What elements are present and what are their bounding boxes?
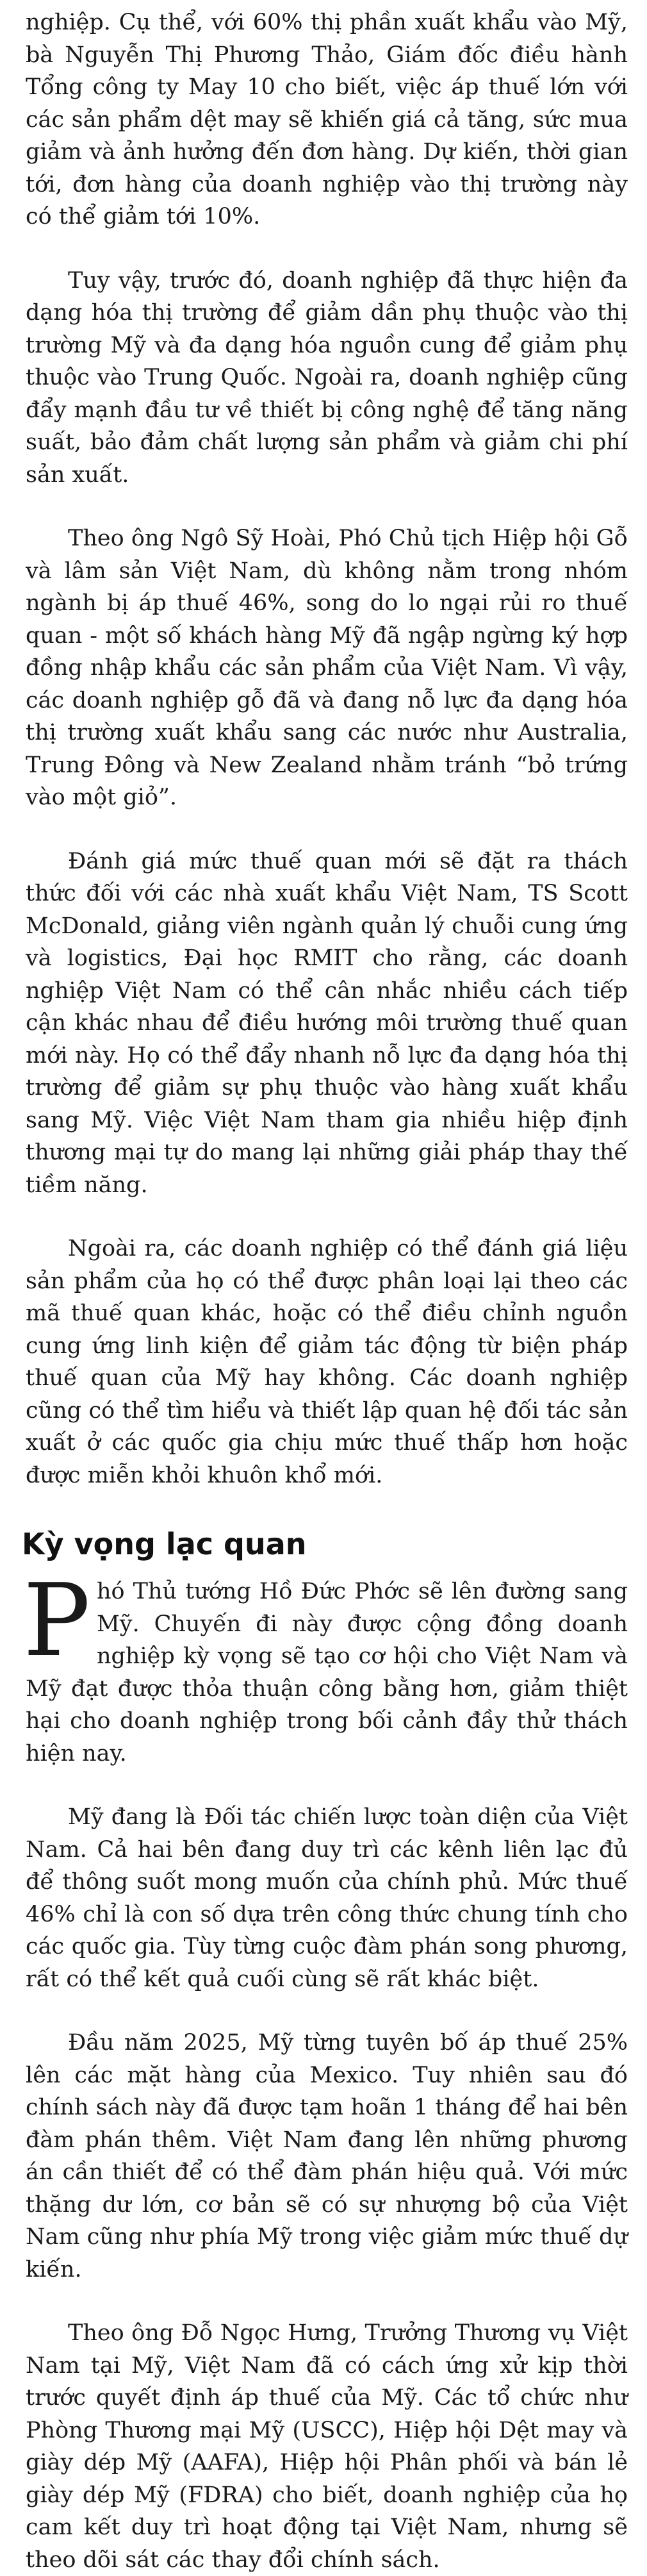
- paragraph-8: Đầu năm 2025, Mỹ từng tuyên bố áp thuế 25% lên các mặt hàng của Mexico. Tuy nhiên sau đó chính sách này đã được tạm hoãn 1 tháng để hai bên đàm phán thêm. Việt Nam đang lên những phương án cần thiết để có thể đàm phán hiệu quả. Với mức thặng dư lớn, cơ bản sẽ có sự nhượng bộ của Việt Nam cũng như phía Mỹ trong việc giảm mức thuế dự kiến.: [26, 2030, 628, 2282]
- paragraph-6: [23, 1562, 628, 1770]
- section-heading: Kỳ vọng lạc quan: [22, 1527, 307, 1561]
- paragraph-9: Theo ông Đỗ Ngọc Hưng, Trưởng Thương vụ Việt Nam tại Mỹ, Việt Nam đã có cách ứng xử kịp thời trước quyết định áp thuế của Mỹ. Các tổ chức như Phòng Thương mại Mỹ (USCC), Hiệp hội Dệt may và giày dép Mỹ (AAFA), Hiệp hội Phân phối và bán lẻ giày dép Mỹ (FDRA) cho biết, doanh nghiệp của họ cam kết duy trì hoạt động tại Việt Nam, nhưng sẽ theo dõi sát các thay đổi chính sách.: [26, 2320, 628, 2573]
- paragraph-5: Ngoài ra, các doanh nghiệp có thể đánh giá liệu sản phẩm của họ có thể được phân loại lại theo các mã thuế quan khác, hoặc có thể điều chỉnh nguồn cung ứng linh kiện để giảm tác động từ biện pháp thuế quan của Mỹ hay không. Các doanh nghiệp cũng có thể tìm hiểu và thiết lập quan hệ đối tác sản xuất ở các quốc gia chịu mức thuế thấp hơn hoặc được miễn khỏi khuôn khổ mới.: [26, 1236, 628, 1488]
- drop-cap: P: [23, 1562, 90, 1679]
- paragraph-7: Mỹ đang là Đối tác chiến lược toàn diện của Việt Nam. Cả hai bên đang duy trì các kênh liên lạc đủ để thông suốt mong muốn của chính phủ. Mức thuế 46% chỉ là con số dựa trên công thức chung tính cho các quốc gia. Tùy từng cuộc đàm phán song phương, rất có thể kết quả cuối cùng sẽ rất khác biệt.: [26, 1804, 628, 1992]
- paragraph-1: nghiệp. Cụ thể, với 60% thị phần xuất khẩu vào Mỹ, bà Nguyễn Thị Phương Thảo, Giám đốc điều hành Tổng công ty May 10 cho biết, việc áp thuế lớn với các sản phẩm dệt may sẽ khiến giá cả tăng, sức mua giảm và ảnh hưởng đến đơn hàng. Dự kiến, thời gian tới, đơn hàng của doanh nghiệp vào thị trường này có thể giảm tới 10%.: [26, 10, 628, 229]
- paragraph-3: Theo ông Ngô Sỹ Hoài, Phó Chủ tịch Hiệp hội Gỗ và lâm sản Việt Nam, dù không nằm trong nhóm ngành bị áp thuế 46%, song do lo ngại rủi ro thuế quan - một số khách hàng Mỹ đã ngập ngừng ký hợp đồng nhập khẩu các sản phẩm của Việt Nam. Vì vậy, các doanh nghiệp gỗ đã và đang nỗ lực đa dạng hóa thị trường xuất khẩu sang các nước như Australia, Trung Đông và New Zealand nhằm tránh “bỏ trứng vào một giỏ”.: [26, 526, 628, 810]
- paragraph-4: Đánh giá mức thuế quan mới sẽ đặt ra thách thức đối với các nhà xuất khẩu Việt Nam, TS Scott McDonald, giảng viên ngành quản lý chuỗi cung ứng và logistics, Đại học RMIT cho rằng, các doanh nghiệp Việt Nam có thể cân nhắc nhiều cách tiếp cận khác nhau để điều hướng môi trường thuế quan mới này. Họ có thể đẩy nhanh nỗ lực đa dạng hóa thị trường để giảm sự phụ thuộc vào hàng xuất khẩu sang Mỹ. Việc Việt Nam tham gia nhiều hiệp định thương mại tự do mang lại những giải pháp thay thế tiềm năng.: [26, 848, 628, 1198]
- paragraph-2: Tuy vậy, trước đó, doanh nghiệp đã thực hiện đa dạng hóa thị trường để giảm dần phụ thuộc vào thị trường Mỹ và đa dạng hóa nguồn cung để giảm phụ thuộc vào Trung Quốc. Ngoài ra, doanh nghiệp cũng đẩy mạnh đầu tư về thiết bị công nghệ để tăng năng suất, bảo đảm chất lượng sản phẩm và giảm chi phí sản xuất.: [26, 267, 628, 488]
- paragraph-6-text: hó Thủ tướng Hồ Đức Phớc sẽ lên đường sang Mỹ. Chuyến đi này được cộng đồng doanh nghiệp kỳ vọng sẽ tạo cơ hội cho Việt Nam và Mỹ đạt được thỏa thuận công bằng hơn, giảm thiệt hại cho doanh nghiệp trong bối cảnh đầy thử thách hiện nay.: [26, 1579, 628, 1766]
